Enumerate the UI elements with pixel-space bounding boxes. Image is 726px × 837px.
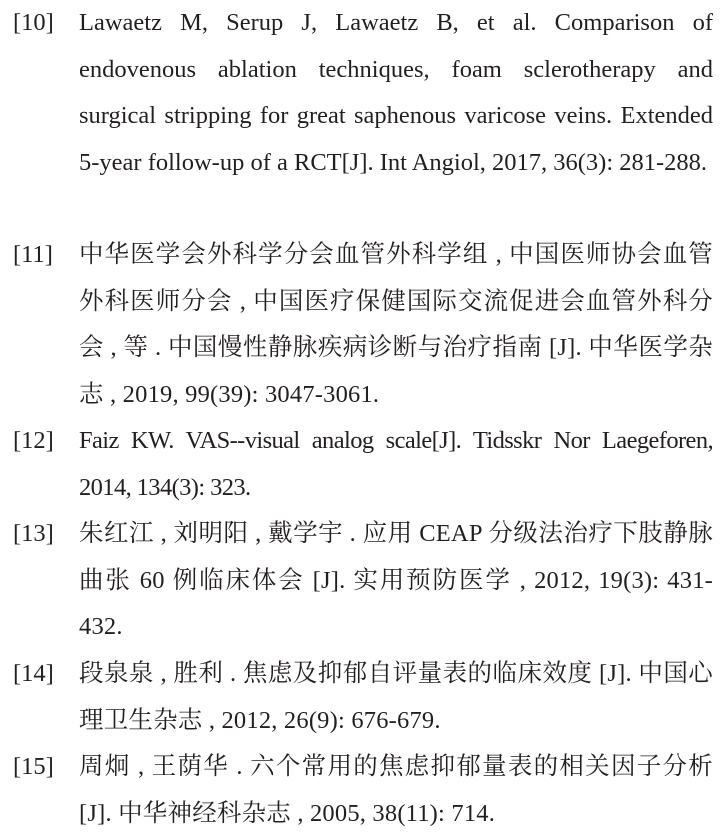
reference-text: 周炯 , 王荫华 . 六个常用的焦虑抑郁量表的相关因子分析 [J]. 中华神经科杂志 , 2005, 38(11): 714. xyxy=(79,753,713,827)
reference-number: [11] xyxy=(13,241,53,268)
reference-number: [10] xyxy=(13,9,54,36)
reference-item xyxy=(0,511,713,651)
reference-item xyxy=(0,651,713,744)
reference-text: 朱红江 , 刘明阳 , 戴学宇 . 应用 CEAP 分级法治疗下肢静脉曲张 60 例临床体会 [J]. 实用预防医学 , 2012, 19(3): 431-432. xyxy=(79,520,713,640)
reference-item xyxy=(0,744,713,837)
reference-item xyxy=(0,418,713,511)
reference-text: Faiz KW. VAS--visual analog scale[J]. Tidsskr Nor Laegeforen, 2014, 134(3): 323. xyxy=(79,427,713,501)
reference-number: [14] xyxy=(13,660,54,687)
reference-number: [15] xyxy=(13,753,54,780)
reference-item xyxy=(0,0,713,186)
reference-number: [13] xyxy=(13,520,54,547)
reference-text: 段泉泉 , 胜利 . 焦虑及抑郁自评量表的临床效度 [J]. 中国心理卫生杂志 , 2012, 26(9): 676-679. xyxy=(79,660,713,734)
reference-item xyxy=(0,232,713,418)
reference-text: Lawaetz M, Serup J, Lawaetz B, et al. Comparison of endovenous ablation techniques, foam sclerotherapy and surgical stripping for great saphenous varicose veins. Extended 5-year follow-up of a RCT[J]. Int Angiol, 2017, 36(3): 281-288. xyxy=(79,9,713,176)
reference-text: 中华医学会外科学分会血管外科学组 , 中国医师协会血管外科医师分会 , 中国医疗保健国际交流促进会血管外科分会 , 等 . 中国慢性静脉疾病诊断与治疗指南 [J]. 中华医学杂志 , 2019, 99(39): 3047-3061. xyxy=(79,241,713,408)
reference-number: [12] xyxy=(13,427,54,454)
